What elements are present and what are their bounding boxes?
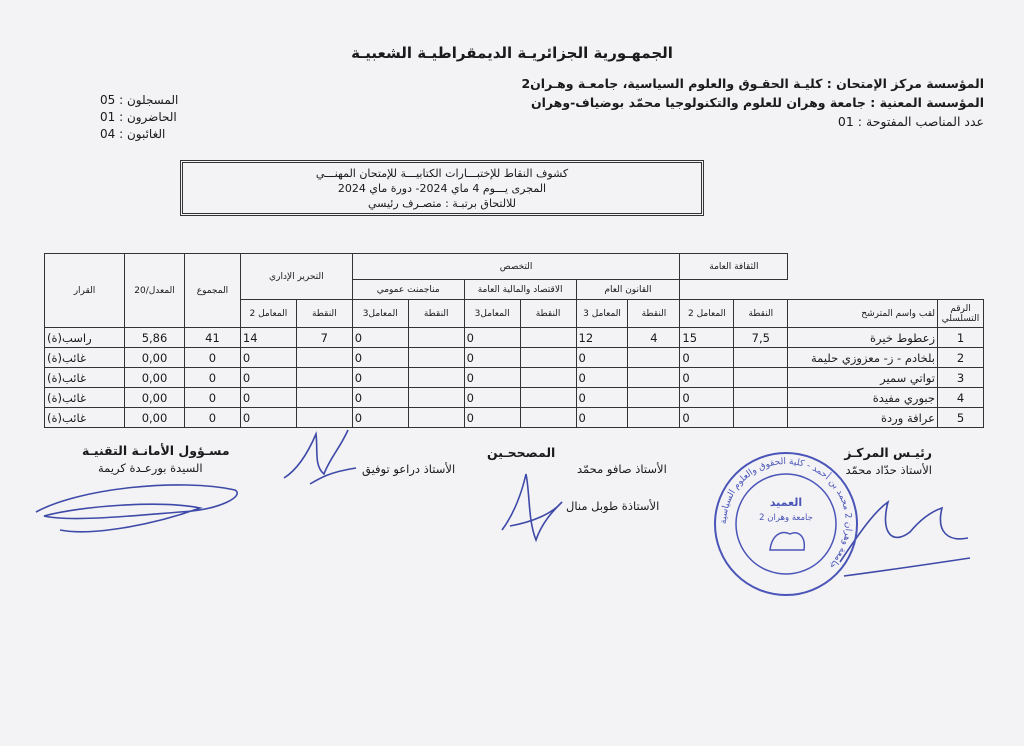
header-average: المعدل/20 [125,254,185,328]
stamp-center-subtitle: جامعة وهران 2 [759,513,813,523]
header-decision: القرار [45,254,125,328]
header-pm-grade: النقطة [408,300,464,328]
corrector-2: الأستاذ دراعو توفيق [362,462,456,476]
institution-label: المؤسسة المعنية : [870,95,984,110]
serial-cell: 4 [938,388,984,408]
aw-coef-cell: 0 [240,408,296,428]
ec-coef-cell: 0 [464,368,520,388]
ec-coef-cell: 0 [464,348,520,368]
decision-cell: غائب(ة) [45,368,125,388]
header-general-culture: الثقافة العامة [680,254,788,280]
ec-grade-cell [520,348,576,368]
header-aw-coef: المعامل 2 [240,300,296,328]
aw-grade-cell [296,388,352,408]
average-cell: 0,00 [125,408,185,428]
report-line-2: المجرى يـــوم 4 ماي 2024- دورة ماي 2024 [337,182,547,195]
stamp-ring-text: جامعة وهران 2 محمد بن أحمد - كلية الحقوق والعلوم السياسية [718,456,854,571]
header-public-management: مناجمنت عمومي [352,280,464,300]
pl-grade-cell [628,368,680,388]
decision-cell: راسب(ة) [45,328,125,348]
header-ec-coef: المعامل3 [464,300,520,328]
gc-grade-cell [734,388,788,408]
name-cell: بلخادم - ز- معزوزي حليمة [788,348,938,368]
institution-value: جامعة وهران للعلوم والتكنولوجيا محمّد بوضياف-وهران [530,95,866,110]
ec-grade-cell [520,408,576,428]
aw-coef-cell: 0 [240,368,296,388]
report-line-3: للالتحاق برتبـة : متصـرف رئيسي [367,197,517,210]
total-cell: 0 [184,348,240,368]
pm-coef-cell: 0 [352,328,408,348]
pl-coef-cell: 0 [576,408,628,428]
pl-coef-cell: 0 [576,388,628,408]
decision-cell: غائب(ة) [45,408,125,428]
header-ec-grade: النقطة [520,300,576,328]
gc-coef-cell: 0 [680,368,734,388]
center-head-title: رئيـس المركـز [844,445,932,460]
gc-coef-cell: 0 [680,408,734,428]
corrector-2-signature [280,428,360,490]
serial-cell: 3 [938,368,984,388]
table-row [45,368,984,388]
results-table [44,253,984,428]
aw-grade-cell [296,408,352,428]
gc-grade-cell [734,408,788,428]
official-stamp [712,450,860,598]
pm-grade-cell [408,388,464,408]
name-cell: عرافة وردة [788,408,938,428]
header-pl-grade: النقطة [628,300,680,328]
header-name: لقب واسم المترشح [788,300,938,328]
exam-center-value: كليـة الحقـوق والعلوم السياسية، جامعـة وهـران2 [521,76,823,91]
stamp-emblem-icon [770,533,804,550]
exam-center-label: المؤسسة مركز الإمتحان : [826,76,984,91]
decision-cell: غائب(ة) [45,388,125,408]
pm-coef-cell: 0 [352,348,408,368]
pm-grade-cell [408,408,464,428]
pm-grade-cell [408,328,464,348]
ec-coef-cell: 0 [464,388,520,408]
present-count: الحاضرون : 01 [100,110,177,124]
correctors-title: المصححـين [487,445,556,460]
report-line-1: كشوف النقاط للإختبـــارات الكتابيـــة للإمتحان المهنـــي [315,167,569,180]
aw-coef-cell: 14 [240,328,296,348]
ec-grade-cell [520,388,576,408]
ec-coef-cell: 0 [464,408,520,428]
page-title: الجمهـورية الجزائريـة الديمقراطيـة الشعبيـة [351,44,673,62]
gc-coef-cell: 0 [680,388,734,408]
corrector-1: الأستاذ صافو محمّد [577,462,667,476]
header-aw-grade: النقطة [296,300,352,328]
serial-cell: 2 [938,348,984,368]
absent-count: الغائبون : 04 [100,127,166,141]
pl-grade-cell [628,348,680,368]
name-cell: جبوري مفيدة [788,388,938,408]
table-row [45,408,984,428]
secretariat-title: مسـؤول الأمانـة التقنيـة [82,443,230,458]
gc-coef-cell: 0 [680,348,734,368]
average-cell: 5,86 [125,328,185,348]
header-public-law: القانون العام [576,280,680,300]
header-serial: الرقم التسلسلي [938,300,984,328]
secretariat-signature [30,470,250,550]
center-head-name: الأستاذ حدّاد محمّد [845,463,932,477]
header-admin-writing: التحرير الإداري [240,254,352,300]
corrector-signature [496,470,568,552]
header-economics: الاقتصاد والمالية العامة [464,280,576,300]
table-row [45,328,984,348]
exam-center-line [521,76,984,91]
pl-coef-cell: 0 [576,368,628,388]
total-cell: 0 [184,368,240,388]
ec-grade-cell [520,368,576,388]
aw-coef-cell: 0 [240,348,296,368]
header-pm-coef: المعامل3 [352,300,408,328]
average-cell: 0,00 [125,388,185,408]
pl-grade-cell: 4 [628,328,680,348]
stamp-center-title: العميد [769,496,803,509]
table-row [45,388,984,408]
total-cell: 0 [184,388,240,408]
pm-coef-cell: 0 [352,408,408,428]
pl-grade-cell [628,388,680,408]
header-pl-coef: المعامل 3 [576,300,628,328]
ec-grade-cell [520,328,576,348]
corrector-3: الأستاذة طوبل منال [566,499,660,513]
aw-grade-cell [296,348,352,368]
average-cell: 0,00 [125,368,185,388]
pl-coef-cell: 0 [576,348,628,368]
name-cell: زعطوط خيرة [788,328,938,348]
pl-coef-cell: 12 [576,328,628,348]
secretariat-name: السيدة بورعـدة كريمة [98,461,203,475]
header-gc-coef: المعامل 2 [680,300,734,328]
header-specialty: التخصص [352,254,680,280]
gc-grade-cell [734,348,788,368]
registered-count: المسجلون : 05 [100,93,179,107]
pm-grade-cell [408,348,464,368]
pl-grade-cell [628,408,680,428]
gc-coef-cell: 15 [680,328,734,348]
header-gc-grade: النقطة [734,300,788,328]
table-row [45,348,984,368]
table-body [45,328,984,428]
aw-coef-cell: 0 [240,388,296,408]
gc-grade-cell [734,368,788,388]
institution-line [531,95,984,110]
ec-coef-cell: 0 [464,328,520,348]
total-cell: 0 [184,408,240,428]
average-cell: 0,00 [125,348,185,368]
serial-cell: 5 [938,408,984,428]
aw-grade-cell [296,368,352,388]
positions-open: عدد المناصب المفتوحة : 01 [837,114,984,129]
name-cell: تواتي سمير [788,368,938,388]
decision-cell: غائب(ة) [45,348,125,368]
header-total: المجموع [184,254,240,328]
gc-grade-cell: 7,5 [734,328,788,348]
serial-cell: 1 [938,328,984,348]
aw-grade-cell: 7 [296,328,352,348]
pm-coef-cell: 0 [352,368,408,388]
total-cell: 41 [184,328,240,348]
pm-coef-cell: 0 [352,388,408,408]
pm-grade-cell [408,368,464,388]
report-title-box [180,160,704,216]
